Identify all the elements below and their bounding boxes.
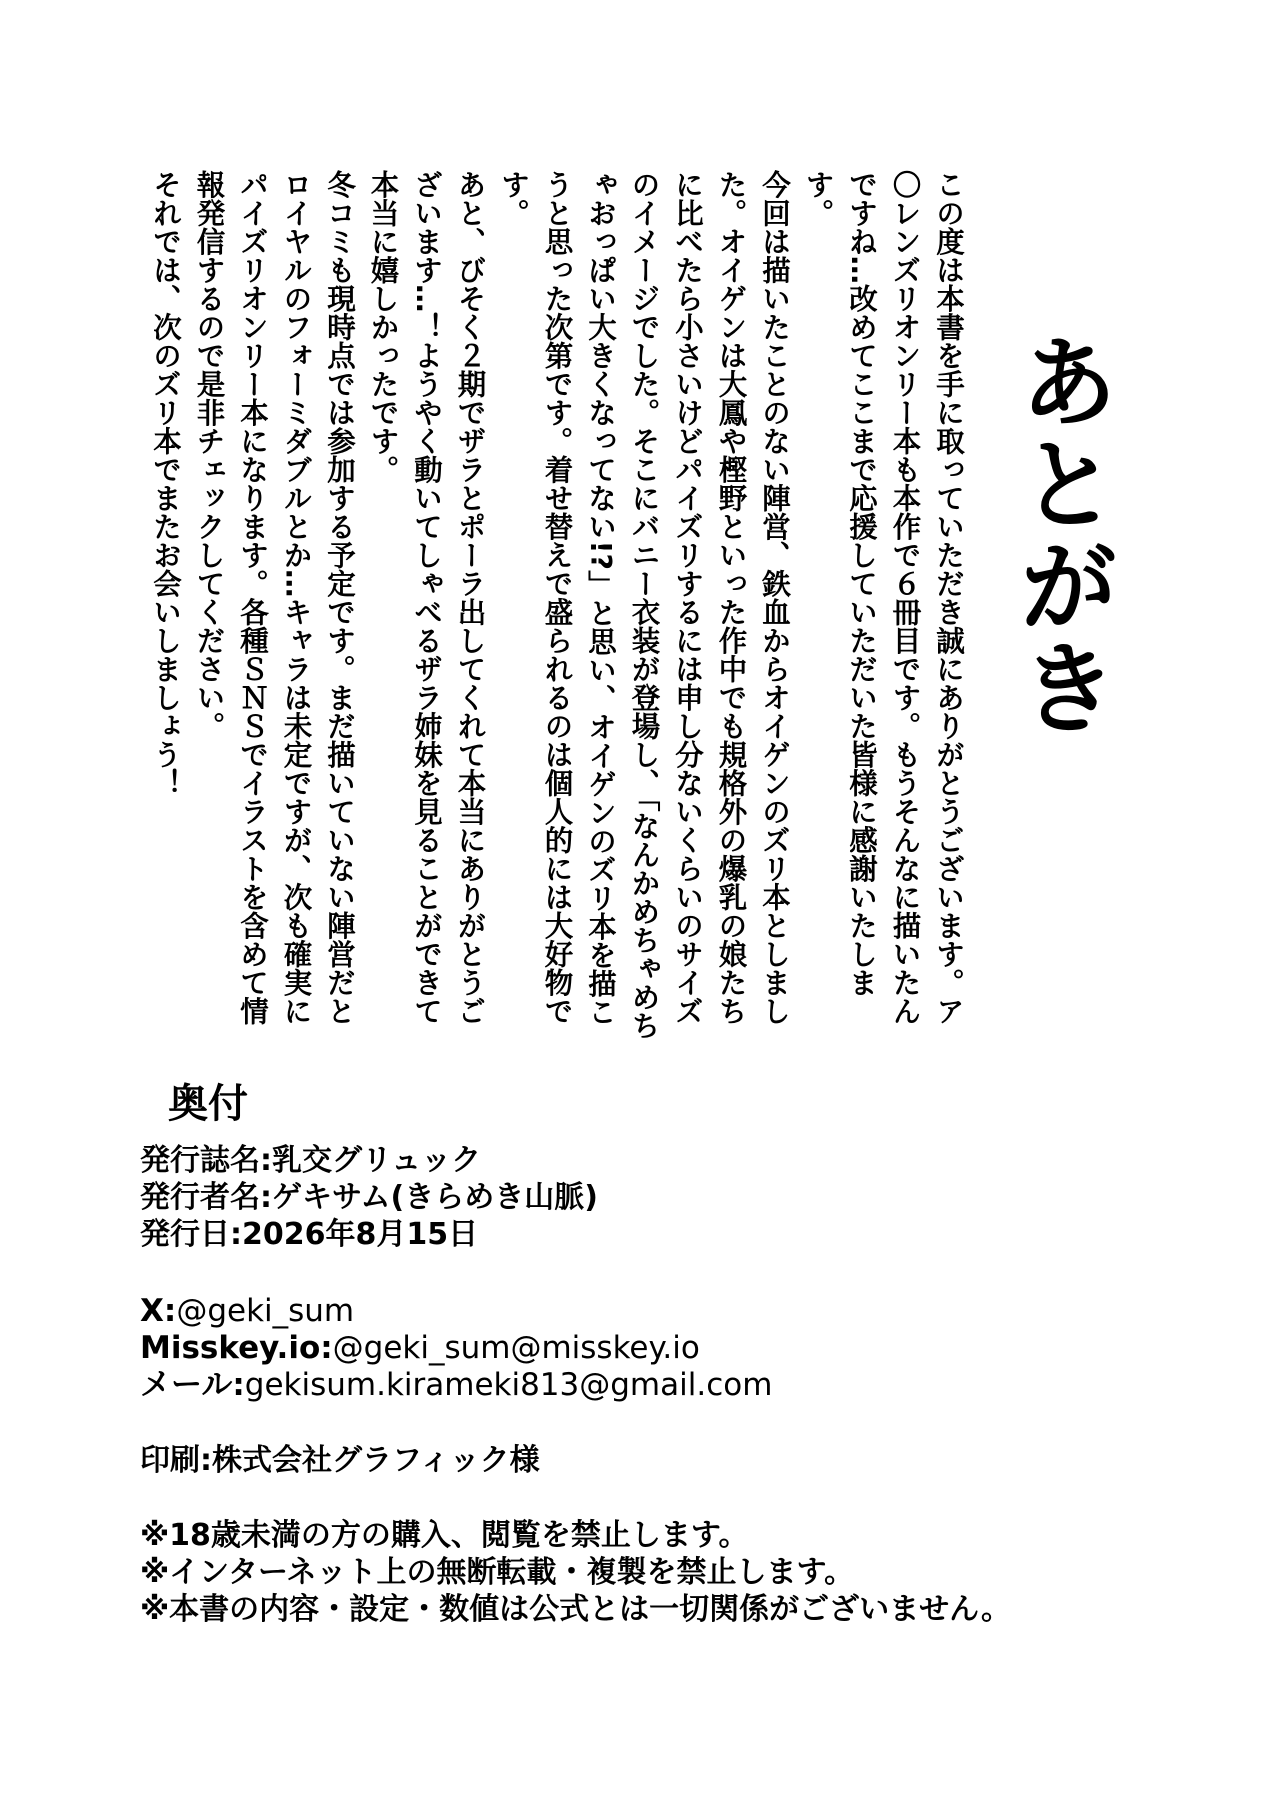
notice-official: ※本書の内容・設定・数値は公式とは一切関係がございません。 <box>140 1592 1011 1627</box>
afterword-paragraph: あと、びそく２期でザラとポーラ出してくれて本当にありがとうございます…！ようやく動いてしゃべるザラ姉妹を見ることができて本当に嬉しかったです。 <box>366 170 487 1025</box>
misskey-label: Misskey.io: <box>140 1330 333 1366</box>
mail-label: メール: <box>140 1367 245 1403</box>
publish-date: 発行日:2026年8月15日 <box>140 1217 479 1252</box>
notice-reprint: ※インターネット上の無断転載・複製を禁止します。 <box>140 1555 855 1590</box>
afterword-title: あとがき <box>1002 330 1119 738</box>
colophon <box>140 1080 1140 1628</box>
email-contact <box>140 1367 1140 1404</box>
notice-age: ※18歳未満の方の購入、閲覧を禁止します。 <box>140 1518 749 1553</box>
afterword-paragraph: 今回は描いたことのない陣営、鉄血からオイゲンのズリ本としました。オイゲンは大鳳や樫野といった作中でも規格外の爆乳の娘たちに比べたら小さいけどパイズリするには申し分ないくらいのサイズのイメージでした。そこにバニー衣装が登場し、「なんかめちゃめちゃおっぱい大きくなってない!?」と思い、オイゲンのズリ本を描こうと思った次第です。着せ替えで盛られるのは個人的には大好物です。 <box>497 170 791 1040</box>
x-account <box>140 1293 1140 1330</box>
misskey-handle[interactable]: @geki_sum@misskey.io <box>332 1330 700 1366</box>
spacer <box>140 1404 1140 1442</box>
misskey-account <box>140 1330 1140 1367</box>
printer-info: 印刷:株式会社グラフィック様 <box>140 1443 540 1478</box>
spacer <box>140 1253 1140 1293</box>
email-address[interactable]: gekisum.kirameki813@gmail.com <box>244 1367 773 1403</box>
x-handle[interactable]: @geki_sum <box>176 1293 355 1329</box>
publisher-name: 発行者名:ゲキサム(きらめき山脈) <box>140 1180 598 1215</box>
magazine-name: 発行誌名:乳交グリュック <box>140 1143 482 1178</box>
spacer <box>140 1479 1140 1517</box>
afterword-paragraph: この度は本書を手に取っていただき誠にありがとうございます。ア〇レンズリオンリー本も本作で６冊目です。もうそんなに描いたんですね…改めてここまで応援していただいた皆様に感謝いたします。 <box>801 170 965 1025</box>
afterword-body <box>144 170 971 1050</box>
afterword-paragraph: それでは、次のズリ本でまたお会いしましょう！ <box>149 170 182 797</box>
x-label: X: <box>140 1293 177 1329</box>
afterword-paragraph: 冬コミも現時点では参加する予定です。まだ描いていない陣営だとロイヤルのフォーミダブルとか…キャラは未定ですが、次も確実にパイズリオンリー本になります。各種ＳＮＳでイラストを含めて情報発信するので是非チェックしてください。 <box>192 170 356 1025</box>
colophon-heading: 奥付 <box>168 1081 248 1127</box>
